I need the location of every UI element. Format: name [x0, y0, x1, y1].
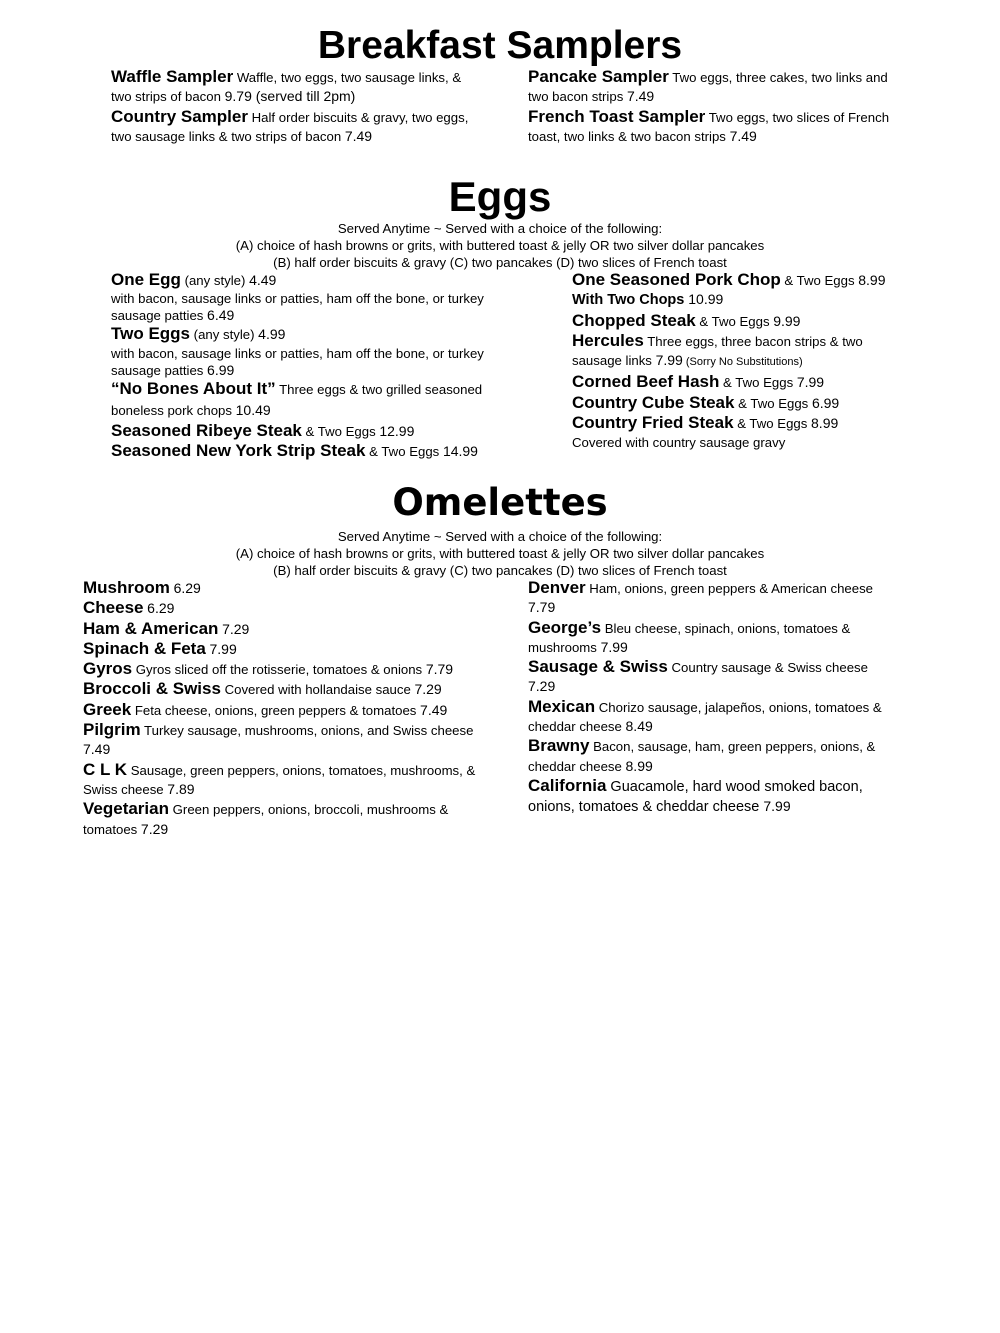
item-price: 8.99 [858, 272, 886, 288]
item-name: “No Bones About It” [111, 378, 276, 398]
item-price: 8.99 [811, 415, 839, 432]
item-desc: Covered with hollandaise sauce [220, 682, 415, 698]
item-name: C L K [83, 759, 128, 779]
item-desc: Feta cheese, onions, green peppers & tomatoes [131, 702, 421, 718]
item-desc: Covered with country sausage gravy [572, 435, 786, 451]
item-name: Mushroom [83, 578, 170, 597]
item-name: California [528, 775, 607, 795]
item-name: Mexican [528, 696, 596, 716]
item-modifier: (any style) [190, 327, 259, 343]
item-name: Cheese [83, 598, 144, 618]
item-price: 6.99 [811, 394, 840, 411]
item-name: Country Cube Steak [572, 392, 735, 412]
menu-item [572, 290, 912, 310]
item-price: 10.49 [235, 401, 271, 418]
item-price: 7.29 [140, 820, 169, 837]
item-desc: Two eggs, two slices of French toast, two links & two bacon strips [528, 109, 890, 144]
item-price: 10.99 [684, 291, 724, 308]
item-desc: Three eggs, three bacon strips & two sausage links [572, 333, 863, 369]
item-price: 7.49 [729, 127, 757, 144]
menu-item [572, 311, 912, 331]
item-modifier: (any style) [180, 273, 250, 288]
menu-item [572, 393, 912, 413]
item-price: 7.29 [528, 678, 556, 695]
menu-item [83, 619, 478, 639]
samplers-right-column [528, 67, 893, 146]
item-price: 6.99 [207, 361, 235, 378]
item-price: 7.99 [600, 638, 628, 655]
menu-item [572, 433, 912, 452]
menu-item [528, 67, 893, 107]
item-desc: with bacon, sausage links or patties, ham off the bone, or turkey sausage patties [111, 291, 484, 324]
item-price: 7.29 [414, 681, 442, 698]
item-price: 7.49 [420, 701, 448, 718]
item-name: George’s [528, 617, 602, 637]
samplers-left-column [111, 67, 476, 146]
item-price: 7.99 [796, 374, 825, 391]
item-name: Spinach & Feta [83, 638, 206, 658]
menu-item [83, 659, 478, 679]
item-price: 7.99 [655, 352, 683, 369]
item-name: Pancake Sampler [528, 67, 669, 86]
item-name: Pilgrim [83, 720, 141, 740]
item-price: 7.79 [425, 661, 454, 678]
eggs-left-column [111, 270, 511, 461]
menu-item [528, 736, 893, 776]
item-name: Ham & American [83, 618, 219, 638]
item-desc: & Two Eggs [733, 416, 812, 432]
item-price: 7.29 [222, 620, 250, 637]
item-price: 14.99 [442, 442, 478, 459]
menu-item [528, 107, 893, 147]
item-name: Hercules [572, 330, 644, 350]
item-desc: & Two Eggs [695, 313, 774, 329]
item-price: 7.49 [344, 127, 373, 144]
menu-item [572, 270, 912, 290]
omelettes-left-column [83, 578, 478, 839]
item-name: Waffle Sampler [111, 67, 234, 86]
menu-item [528, 578, 893, 618]
item-note: (Sorry No Substitutions) [682, 356, 803, 369]
item-desc: Turkey sausage, mushrooms, onions, and Swiss cheese [140, 723, 474, 739]
menu-item [83, 720, 478, 760]
item-name: Brawny [528, 736, 590, 756]
item-price: 4.49 [249, 272, 277, 288]
item-desc: Bleu cheese, spinach, onions, tomatoes & mushrooms [528, 620, 851, 655]
item-name: Chopped Steak [572, 310, 696, 330]
item-desc: & Two Eggs [734, 395, 812, 411]
item-price: 12.99 [379, 422, 415, 439]
menu-item [83, 760, 478, 800]
item-desc: Sausage, green peppers, onions, tomatoes, mushrooms, & Swiss cheese [83, 762, 476, 797]
item-price: 4.99 [258, 326, 286, 343]
item-name: Broccoli & Swiss [83, 679, 221, 699]
item-desc: Chorizo sausage, jalapeños, onions, tomatoes & cheddar cheese [528, 699, 882, 735]
item-price: 7.79 [528, 599, 556, 616]
eggs-subtitle-1: Served Anytime ~ Served with a choice of the following: [337, 221, 663, 236]
item-note: (served till 2pm) [251, 88, 356, 105]
item-name: Sausage & Swiss [528, 657, 668, 677]
item-desc: Bacon, sausage, ham, green peppers, onions, & cheddar cheese [528, 739, 876, 774]
item-price: 9.79 [224, 88, 252, 105]
item-name: One Egg [111, 270, 181, 289]
breakfast-samplers-title: Breakfast Samplers [317, 24, 683, 67]
item-price: 6.29 [147, 600, 175, 617]
item-name: Gyros [83, 659, 133, 679]
item-desc: Country sausage & Swiss cheese [667, 660, 868, 676]
menu-item [528, 657, 893, 697]
item-price: 7.89 [167, 780, 195, 797]
menu-item [83, 799, 478, 839]
item-desc: Three eggs & two grilled seasoned boneless pork chops [111, 381, 483, 418]
item-name: Seasoned Ribeye Steak [111, 420, 302, 440]
item-desc: Two eggs, three cakes, two links and two bacon strips [528, 70, 888, 105]
menu-item [83, 679, 478, 699]
menu-item [111, 421, 511, 441]
menu-item [572, 413, 912, 433]
item-name: Country Fried Steak [572, 413, 734, 433]
item-price: 9.99 [773, 312, 801, 329]
menu-item [111, 324, 511, 344]
item-name: French Toast Sampler [528, 106, 706, 126]
item-name: Denver [528, 578, 586, 597]
eggs-subtitle-3: (B) half order biscuits & gravy (C) two pancakes (D) two slices of French toast [273, 255, 727, 270]
menu-item [528, 776, 893, 818]
item-price: 7.99 [763, 798, 791, 815]
menu-item [83, 639, 478, 659]
item-desc: Green peppers, onions, broccoli, mushrooms & tomatoes [83, 802, 449, 837]
item-desc: Guacamole, hard wood smoked bacon, onions, tomatoes & cheddar cheese [528, 778, 863, 816]
item-price: 8.99 [625, 757, 653, 774]
menu-item [111, 379, 511, 421]
item-name: Corned Beef Hash [572, 372, 720, 392]
menu-item [111, 67, 476, 107]
item-name: Country Sampler [111, 106, 248, 126]
item-price: 7.49 [83, 741, 111, 758]
item-desc: Waffle, two eggs, two sausage links, & two strips of bacon [111, 70, 462, 105]
item-price: 6.49 [207, 307, 235, 324]
item-desc: Ham, onions, green peppers & American cheese [585, 581, 873, 596]
omelettes-right-column [528, 578, 893, 818]
omelettes-subtitle-2: (A) choice of hash browns or grits, with buttered toast & jelly OR two silver dollar pancakes [235, 546, 765, 561]
menu-item [528, 697, 893, 737]
menu-item [83, 598, 478, 618]
item-desc: & Two Eggs [365, 443, 443, 459]
omelettes-subtitle-1: Served Anytime ~ Served with a choice of the following: [337, 529, 663, 544]
menu-item [83, 700, 478, 720]
item-name: Greek [83, 699, 132, 719]
item-price: 7.99 [209, 640, 237, 657]
item-price: 8.49 [625, 718, 653, 735]
menu-item [572, 331, 912, 373]
item-name: With Two Chops [572, 292, 685, 309]
item-name: Seasoned New York Strip Steak [111, 440, 366, 460]
menu-item [572, 372, 912, 392]
menu-item [111, 441, 511, 461]
menu-item [111, 290, 511, 324]
item-price: 7.49 [626, 88, 655, 105]
omelettes-title: Omelettes [392, 481, 608, 524]
eggs-title: Eggs [448, 173, 552, 220]
item-desc: Gyros sliced off the rotisserie, tomatoes & onions [132, 662, 426, 678]
menu-item [528, 618, 893, 658]
item-desc: & Two Eggs [719, 375, 797, 391]
item-desc: with bacon, sausage links or patties, ham off the bone, or turkey sausage patties [111, 345, 484, 378]
menu-item [111, 345, 511, 379]
omelettes-subtitle-3: (B) half order biscuits & gravy (C) two pancakes (D) two slices of French toast [273, 563, 727, 578]
menu-item [111, 270, 511, 290]
eggs-right-column [572, 270, 912, 453]
item-desc: & Two Eggs [301, 423, 380, 439]
item-name: One Seasoned Pork Chop [572, 270, 781, 289]
item-name: Vegetarian [83, 799, 169, 819]
item-name: Two Eggs [111, 324, 191, 344]
item-desc: Half order biscuits & gravy, two eggs, two sausage links & two strips of bacon [111, 109, 469, 144]
menu-item [111, 107, 476, 147]
item-desc: & Two Eggs [780, 273, 859, 288]
eggs-subtitle-2: (A) choice of hash browns or grits, with buttered toast & jelly OR two silver dollar pancakes [235, 238, 765, 253]
item-price: 6.29 [173, 580, 201, 596]
menu-item [83, 578, 478, 598]
